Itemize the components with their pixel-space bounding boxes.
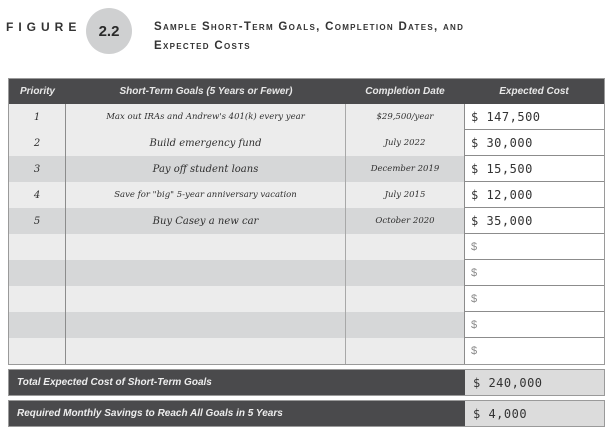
monthly-savings-value: $ 4,000: [465, 401, 604, 426]
figure-number-badge: 2.2: [86, 8, 132, 54]
table-row: [9, 130, 604, 156]
date-cell: [346, 260, 464, 286]
date-cell: [346, 338, 464, 364]
table-row: [9, 234, 604, 260]
priority-cell: [9, 312, 66, 338]
date-cell: December 2019: [370, 164, 440, 174]
header-goals: Short-Term Goals (5 Years or Fewer): [119, 86, 293, 97]
cost-cell: $ 147,500: [464, 104, 604, 130]
priority-cell: [9, 260, 66, 286]
date-cell: July 2022: [384, 138, 426, 148]
goal-cell: Max out IRAs and Andrew's 401(k) every year: [66, 104, 346, 130]
date-cell: [346, 234, 464, 260]
table-header: [9, 79, 604, 104]
cost-cell: $: [464, 312, 604, 338]
table-row: [9, 286, 604, 312]
table-row: [9, 156, 604, 182]
figure-title-line-1: Sample Short-Term Goals, Completion Dates, and: [154, 21, 465, 33]
monthly-savings-row: [8, 400, 605, 427]
cost-cell: $: [464, 234, 604, 260]
header-expected-cost: Expected Cost: [499, 86, 569, 97]
goal-cell: Buy Casey a new car: [66, 208, 346, 234]
figure-title: [154, 18, 574, 56]
date-cell: October 2020: [375, 216, 435, 226]
goal-cell: [66, 338, 346, 364]
cost-cell: $ 30,000: [464, 130, 604, 156]
date-cell: $29,500/year: [376, 112, 434, 122]
header-completion-date: Completion Date: [365, 86, 445, 97]
priority-cell: [9, 338, 66, 364]
cost-cell: $: [464, 260, 604, 286]
cost-cell: $ 12,000: [464, 182, 604, 208]
date-cell: July 2015: [384, 190, 426, 200]
cost-cell: $: [464, 338, 604, 364]
priority-cell: [9, 286, 66, 312]
cost-cell: $ 15,500: [464, 156, 604, 182]
total-cost-row: [8, 369, 605, 396]
figure-title-line-2: Expected Costs: [154, 40, 251, 52]
goal-cell: [66, 312, 346, 338]
header-priority: Priority: [19, 86, 55, 97]
goal-cell: Build emergency fund: [66, 130, 346, 156]
goal-cell: Pay off student loans: [66, 156, 346, 182]
table-row: [9, 182, 604, 208]
goal-cell: Save for "big" 5-year anniversary vacation: [66, 182, 346, 208]
total-cost-label: Total Expected Cost of Short-Term Goals: [9, 370, 465, 395]
date-cell: [346, 312, 464, 338]
priority-cell: 1: [9, 104, 66, 130]
cost-cell: $: [464, 286, 604, 312]
priority-cell: 4: [9, 182, 66, 208]
priority-cell: 3: [9, 156, 66, 182]
table-row: [9, 260, 604, 286]
monthly-savings-label: Required Monthly Savings to Reach All Goals in 5 Years: [9, 401, 465, 426]
priority-cell: [9, 234, 66, 260]
total-cost-value: $ 240,000: [465, 370, 604, 395]
date-cell: [346, 286, 464, 312]
goal-cell: [66, 260, 346, 286]
goal-cell: [66, 234, 346, 260]
table-row: [9, 338, 604, 364]
goals-table: [8, 78, 605, 365]
priority-cell: 5: [9, 208, 66, 234]
figure-label: FIGURE: [6, 20, 82, 34]
table-row: [9, 104, 604, 130]
goal-cell: [66, 286, 346, 312]
priority-cell: 2: [9, 130, 66, 156]
table-row: [9, 312, 604, 338]
table-row: [9, 208, 604, 234]
cost-cell: $ 35,000: [464, 208, 604, 234]
